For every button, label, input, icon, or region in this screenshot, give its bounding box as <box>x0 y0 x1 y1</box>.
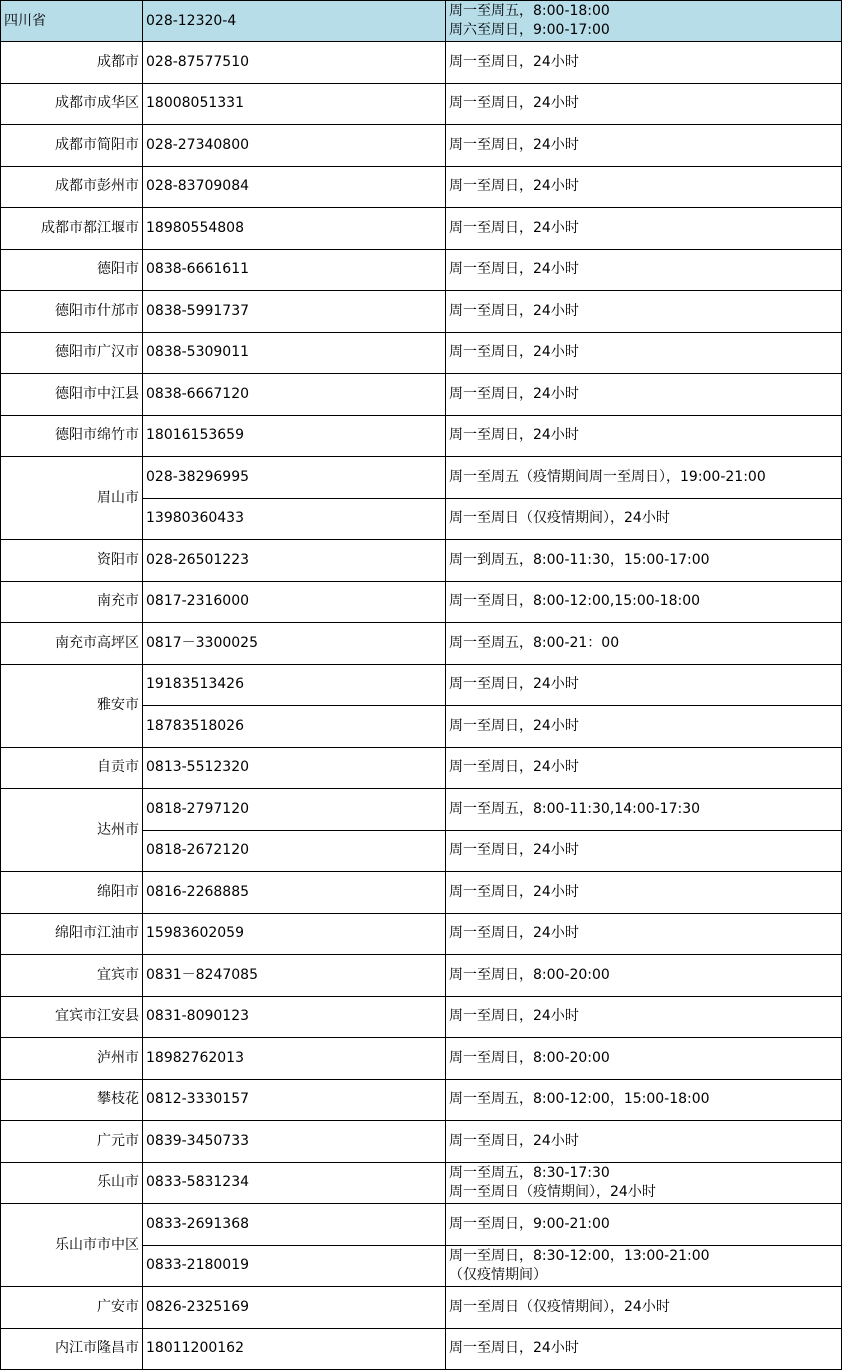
region-cell: 广安市 <box>1 1287 143 1329</box>
hours-cell <box>446 1038 842 1080</box>
table-row <box>1 1204 842 1246</box>
hours-cell <box>446 1162 842 1204</box>
phone-cell: 028-26501223 <box>143 540 446 582</box>
phone-cell: 18008051331 <box>143 83 446 125</box>
hours-cell <box>446 166 842 208</box>
table-row <box>1 664 842 706</box>
region-cell: 德阳市广汉市 <box>1 332 143 374</box>
hours-cell <box>446 581 842 623</box>
phone-cell: 18783518026 <box>143 706 446 748</box>
table-row <box>1 249 842 291</box>
hours-line: 周一至周五，8:00-12:00，15:00-18:00 <box>449 1091 710 1108</box>
table-row <box>1 872 842 914</box>
region-cell: 成都市 <box>1 42 143 84</box>
table-row <box>1 1287 842 1329</box>
phone-cell: 0838-6661611 <box>143 249 446 291</box>
hours-cell <box>446 830 842 872</box>
hours-cell <box>446 1204 842 1246</box>
hours-cell <box>446 498 842 540</box>
hours-line: 周一至周日，24小时 <box>449 717 579 734</box>
hotline-table-body <box>1 1 842 1370</box>
region-cell: 南充市 <box>1 581 143 623</box>
table-row <box>1 623 842 665</box>
region-cell: 资阳市 <box>1 540 143 582</box>
table-row <box>1 540 842 582</box>
table-row <box>1 1079 842 1121</box>
phone-cell: 0818-2672120 <box>143 830 446 872</box>
table-row <box>1 996 842 1038</box>
table-row <box>1 1121 842 1163</box>
hours-cell <box>446 664 842 706</box>
hours-cell <box>446 374 842 416</box>
hours-line: 周一至周日，24小时 <box>449 842 579 859</box>
table-row <box>1 83 842 125</box>
hours-line: 周一至周日，24小时 <box>449 344 579 361</box>
hours-line: 周一至周日，24小时 <box>449 676 579 693</box>
phone-cell: 19183513426 <box>143 664 446 706</box>
phone-cell: 0831－8247085 <box>143 955 446 997</box>
hours-line: 周一至周日（疫情期间），24小时 <box>449 1183 656 1200</box>
hours-cell <box>446 747 842 789</box>
hours-cell <box>446 1079 842 1121</box>
hours-line: 周一至周日，24小时 <box>449 261 579 278</box>
region-cell: 泸州市 <box>1 1038 143 1080</box>
region-cell: 成都市都江堰市 <box>1 208 143 250</box>
hours-line: 周一至周日，24小时 <box>449 1340 579 1357</box>
hours-cell <box>446 332 842 374</box>
header-row <box>1 1 842 42</box>
region-cell: 南充市高坪区 <box>1 623 143 665</box>
region-cell: 德阳市什邡市 <box>1 291 143 333</box>
region-cell: 达州市 <box>1 789 143 872</box>
phone-cell: 028-87577510 <box>143 42 446 84</box>
phone-cell: 0817－3300025 <box>143 623 446 665</box>
region-cell: 成都市简阳市 <box>1 125 143 167</box>
phone-cell: 0839-3450733 <box>143 1121 446 1163</box>
hours-cell <box>446 706 842 748</box>
region-cell: 四川省 <box>1 1 143 42</box>
hours-cell <box>446 457 842 499</box>
hours-cell <box>446 1328 842 1370</box>
hours-cell <box>446 913 842 955</box>
phone-cell: 028-83709084 <box>143 166 446 208</box>
phone-cell: 0816-2268885 <box>143 872 446 914</box>
table-row <box>1 415 842 457</box>
phone-cell: 13980360433 <box>143 498 446 540</box>
region-cell: 绵阳市江油市 <box>1 913 143 955</box>
phone-cell: 0838-5991737 <box>143 291 446 333</box>
hours-cell <box>446 623 842 665</box>
table-row <box>1 1038 842 1080</box>
phone-cell: 0833-5831234 <box>143 1162 446 1204</box>
hours-line: （仅疫情期间） <box>449 1266 547 1283</box>
table-row <box>1 747 842 789</box>
hours-cell <box>446 249 842 291</box>
region-cell: 成都市彭州市 <box>1 166 143 208</box>
hours-line: 周一至周日，24小时 <box>449 1132 579 1149</box>
table-row <box>1 374 842 416</box>
hours-line: 周一至周日，8:00-20:00 <box>449 1049 610 1066</box>
hours-line: 周一至周日，24小时 <box>449 759 579 776</box>
hours-line: 周一至周五，8:00-18:00 <box>449 3 610 19</box>
hours-line: 周一到周五，8:00-11:30，15:00-17:00 <box>449 551 710 568</box>
hours-cell <box>446 955 842 997</box>
hours-line: 周一至周日，24小时 <box>449 302 579 319</box>
hours-line: 周一至周日，9:00-21:00 <box>449 1215 610 1232</box>
hours-line: 周一至周日，24小时 <box>449 53 579 70</box>
hours-line: 周一至周五（疫情期间周一至周日），19:00-21:00 <box>449 468 766 485</box>
hours-cell <box>446 415 842 457</box>
table-row <box>1 581 842 623</box>
region-cell: 雅安市 <box>1 664 143 747</box>
hours-cell <box>446 1287 842 1329</box>
hours-line: 周一至周日，24小时 <box>449 883 579 900</box>
region-cell: 自贡市 <box>1 747 143 789</box>
hours-cell <box>446 789 842 831</box>
table-row <box>1 42 842 84</box>
phone-cell: 028-12320-4 <box>143 1 446 42</box>
hours-line: 周一至周日，8:00-12:00,15:00-18:00 <box>449 593 701 610</box>
table-row <box>1 913 842 955</box>
region-cell: 成都市成华区 <box>1 83 143 125</box>
phone-cell: 0831-8090123 <box>143 996 446 1038</box>
hours-line: 周一至周日，24小时 <box>449 178 579 195</box>
table-row <box>1 291 842 333</box>
phone-cell: 0812-3330157 <box>143 1079 446 1121</box>
hours-line: 周一至周日，24小时 <box>449 427 579 444</box>
phone-cell: 0826-2325169 <box>143 1287 446 1329</box>
table-row <box>1 332 842 374</box>
phone-cell: 18011200162 <box>143 1328 446 1370</box>
table-row <box>1 457 842 499</box>
region-cell: 眉山市 <box>1 457 143 540</box>
hours-cell <box>446 1 842 42</box>
region-cell: 德阳市绵竹市 <box>1 415 143 457</box>
phone-cell: 18982762013 <box>143 1038 446 1080</box>
hours-cell <box>446 42 842 84</box>
hours-cell <box>446 125 842 167</box>
phone-cell: 0838-6667120 <box>143 374 446 416</box>
table-row <box>1 1328 842 1370</box>
region-cell: 乐山市市中区 <box>1 1204 143 1287</box>
table-row <box>1 789 842 831</box>
hours-line: 周一至周日，24小时 <box>449 925 579 942</box>
hours-line: 周一至周日（仅疫情期间），24小时 <box>449 1298 670 1315</box>
phone-cell: 0818-2797120 <box>143 789 446 831</box>
hours-cell <box>446 872 842 914</box>
region-cell: 绵阳市 <box>1 872 143 914</box>
phone-cell: 15983602059 <box>143 913 446 955</box>
phone-cell: 0833-2180019 <box>143 1245 446 1287</box>
hours-cell <box>446 208 842 250</box>
region-cell: 宜宾市江安县 <box>1 996 143 1038</box>
hours-line: 周六至周日，9:00-17:00 <box>449 22 610 38</box>
hours-line: 周一至周日，24小时 <box>449 219 579 236</box>
region-cell: 德阳市 <box>1 249 143 291</box>
phone-cell: 18980554808 <box>143 208 446 250</box>
phone-cell: 028-27340800 <box>143 125 446 167</box>
phone-cell: 0838-5309011 <box>143 332 446 374</box>
hours-line: 周一至周日，8:00-20:00 <box>449 966 610 983</box>
hours-line: 周一至周五，8:30-17:30 <box>449 1164 610 1181</box>
hours-line: 周一至周日，24小时 <box>449 1008 579 1025</box>
hours-line: 周一至周日，24小时 <box>449 136 579 153</box>
table-row <box>1 166 842 208</box>
phone-cell: 18016153659 <box>143 415 446 457</box>
region-cell: 德阳市中江县 <box>1 374 143 416</box>
hours-line: 周一至周日，24小时 <box>449 95 579 112</box>
region-cell: 广元市 <box>1 1121 143 1163</box>
table-row <box>1 125 842 167</box>
hours-line: 周一至周日，8:30-12:00，13:00-21:00 <box>449 1247 710 1264</box>
hours-cell <box>446 83 842 125</box>
hours-cell <box>446 540 842 582</box>
hours-line: 周一至周日，24小时 <box>449 385 579 402</box>
hours-cell <box>446 1245 842 1287</box>
hours-cell <box>446 1121 842 1163</box>
table-row <box>1 208 842 250</box>
phone-cell: 0817-2316000 <box>143 581 446 623</box>
region-cell: 攀枝花 <box>1 1079 143 1121</box>
phone-cell: 0833-2691368 <box>143 1204 446 1246</box>
table-row <box>1 955 842 997</box>
table-row <box>1 1162 842 1204</box>
hours-line: 周一至周日（仅疫情期间），24小时 <box>449 510 670 527</box>
hours-line: 周一至周五，8:00-21：00 <box>449 634 620 651</box>
region-cell: 乐山市 <box>1 1162 143 1204</box>
phone-cell: 028-38296995 <box>143 457 446 499</box>
region-cell: 内江市隆昌市 <box>1 1328 143 1370</box>
hours-cell <box>446 996 842 1038</box>
hours-cell <box>446 291 842 333</box>
phone-cell: 0813-5512320 <box>143 747 446 789</box>
hours-line: 周一至周五，8:00-11:30,14:00-17:30 <box>449 800 701 817</box>
region-cell: 宜宾市 <box>1 955 143 997</box>
